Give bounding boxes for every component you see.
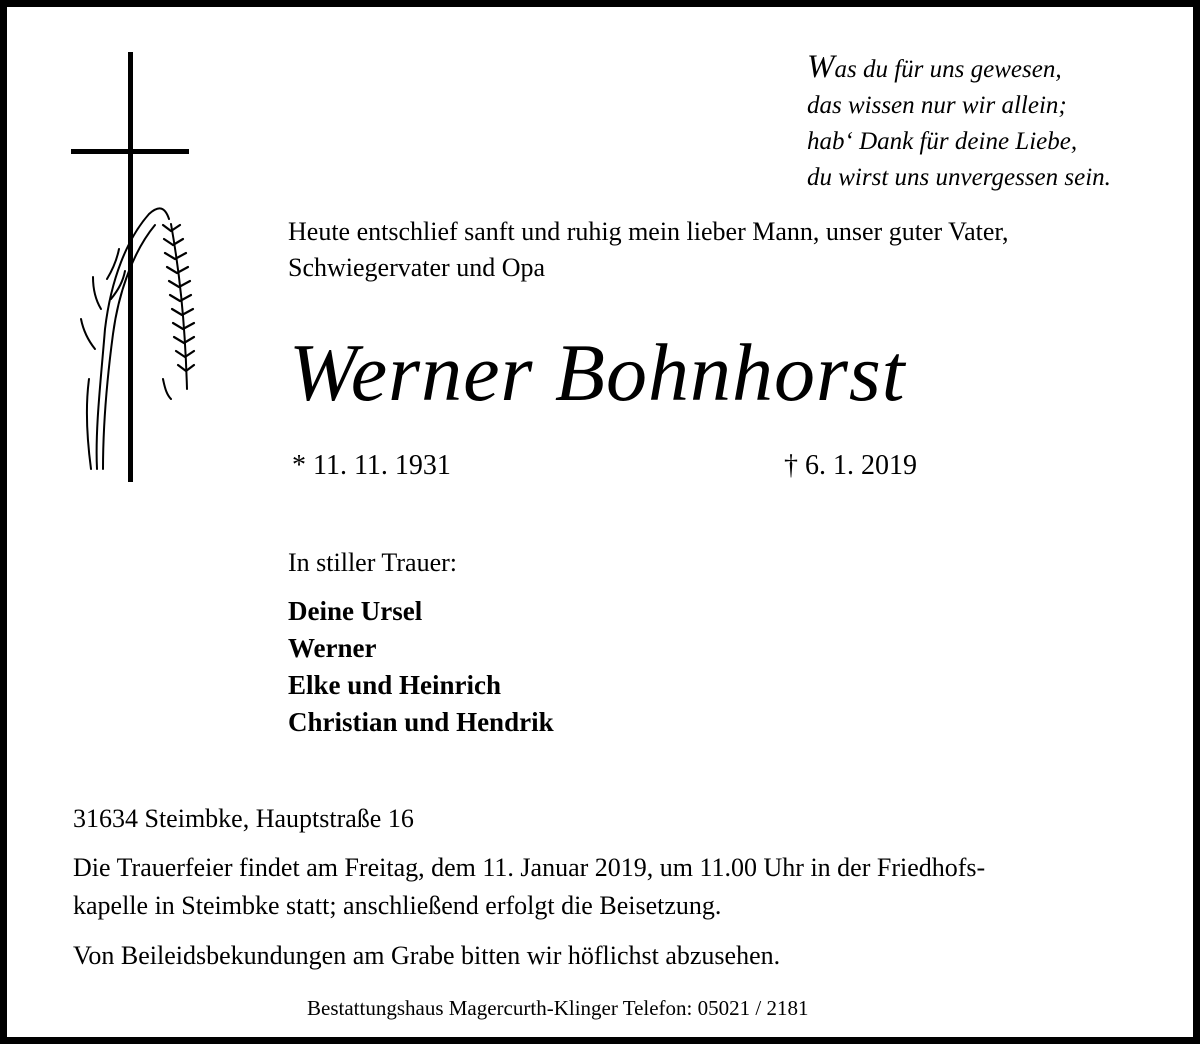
intro-line-2: Schwiegervater und Opa [288,253,546,282]
deceased-name: Werner Bohnhorst [289,327,906,418]
intro-line-1: Heute entschlief sanft und ruhig mein lieber Mann, unser guter Vater, [288,217,1009,246]
birth-date: * 11. 11. 1931 [292,450,451,481]
announcement-intro [288,214,1008,286]
poem-initial: W [807,49,835,85]
funeral-line-1: Die Trauerfeier findet am Freitag, dem 11. Januar 2019, um 11.00 Uhr in der Friedhofs- [73,853,986,882]
mourners-list [288,593,554,741]
poem [807,49,1111,196]
mourners-label: In stiller Trauer: [288,548,457,577]
mourner-name: Elke und Heinrich [288,670,502,700]
poem-line-2: das wissen nur wir allein; [807,92,1067,119]
cross-wheat-illustration [67,49,207,489]
mourner-name: Werner [288,633,377,663]
funeral-home-footer: Bestattungshaus Magercurth-Klinger Telefon: 05021 / 2181 [307,996,809,1020]
poem-line-1 [807,49,1111,88]
mourner-name: Deine Ursel [288,596,423,626]
wheat-icon [81,208,194,469]
poem-line-4: du wirst uns unvergessen sein. [807,164,1111,191]
funeral-info [73,849,1163,925]
mourner-name: Christian und Hendrik [288,707,554,737]
address: 31634 Steimbke, Hauptstraße 16 [73,804,414,833]
funeral-line-2: kapelle in Steimbke statt; anschließend erfolgt die Beisetzung. [73,891,722,920]
condolence-note: Von Beileidsbekundungen am Grabe bitten wir höflichst abzusehen. [73,941,781,970]
poem-line-1-text: as du für uns gewesen, [834,56,1062,83]
poem-line-3: hab‘ Dank für deine Liebe, [807,128,1078,155]
death-date: † 6. 1. 2019 [784,450,917,481]
